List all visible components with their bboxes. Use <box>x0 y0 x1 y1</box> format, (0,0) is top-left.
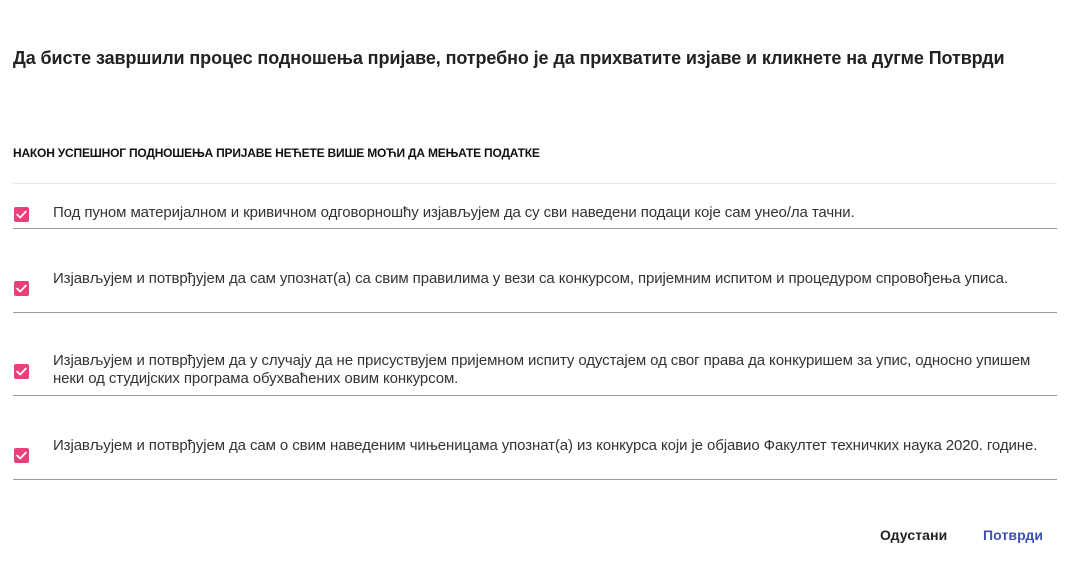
cancel-button[interactable]: Одустани <box>880 524 947 546</box>
declaration-text-3: Изјављујем и потврђујем да у случају да не присуствујем пријемном испиту одустајем од свог права да конкуришем за упис, односно упишем неки од студијских програма обухваћених овим конкурсом. <box>53 352 1031 387</box>
declaration-item-1[interactable] <box>13 200 1057 229</box>
check-icon <box>14 448 29 463</box>
declaration-checkbox-4[interactable] <box>14 448 29 463</box>
check-icon <box>14 281 29 296</box>
declaration-item-2[interactable] <box>13 266 1057 313</box>
declaration-text-4: Изјављујем и потврђујем да сам о свим наведеним чињеницама упознат(а) из конкурса који је објавио Факултет техничких наука 2020. године. <box>53 437 1038 454</box>
declaration-text-1: Под пуном материјалном и кривичном одговорношћу изјављујем да су сви наведени подаци које сам унео/ла тачни. <box>53 204 855 221</box>
declaration-item-3[interactable] <box>13 350 1057 396</box>
declaration-checkbox-1[interactable] <box>14 207 29 222</box>
divider <box>13 183 1057 184</box>
declaration-checkbox-3[interactable] <box>14 364 29 379</box>
warning-text: НАКОН УСПЕШНОГ ПОДНОШЕЊА ПРИЈАВЕ НЕЋЕТЕ ВИШЕ МОЋИ ДА МЕЊАТЕ ПОДАТКЕ <box>13 146 540 160</box>
check-icon <box>14 207 29 222</box>
declaration-checkbox-2[interactable] <box>14 281 29 296</box>
declaration-item-4[interactable] <box>13 433 1057 480</box>
dialog-title: Да бисте завршили процес подношења пријаве, потребно је да прихватите изјаве и кликнете на дугме Потврди <box>13 48 1005 68</box>
confirm-button[interactable]: Потврди <box>983 524 1043 546</box>
declaration-text-2: Изјављујем и потврђујем да сам упознат(а) са свим правилима у вези са конкурсом, пријемним испитом и процедуром спровођења уписа. <box>53 270 1008 287</box>
check-icon <box>14 364 29 379</box>
